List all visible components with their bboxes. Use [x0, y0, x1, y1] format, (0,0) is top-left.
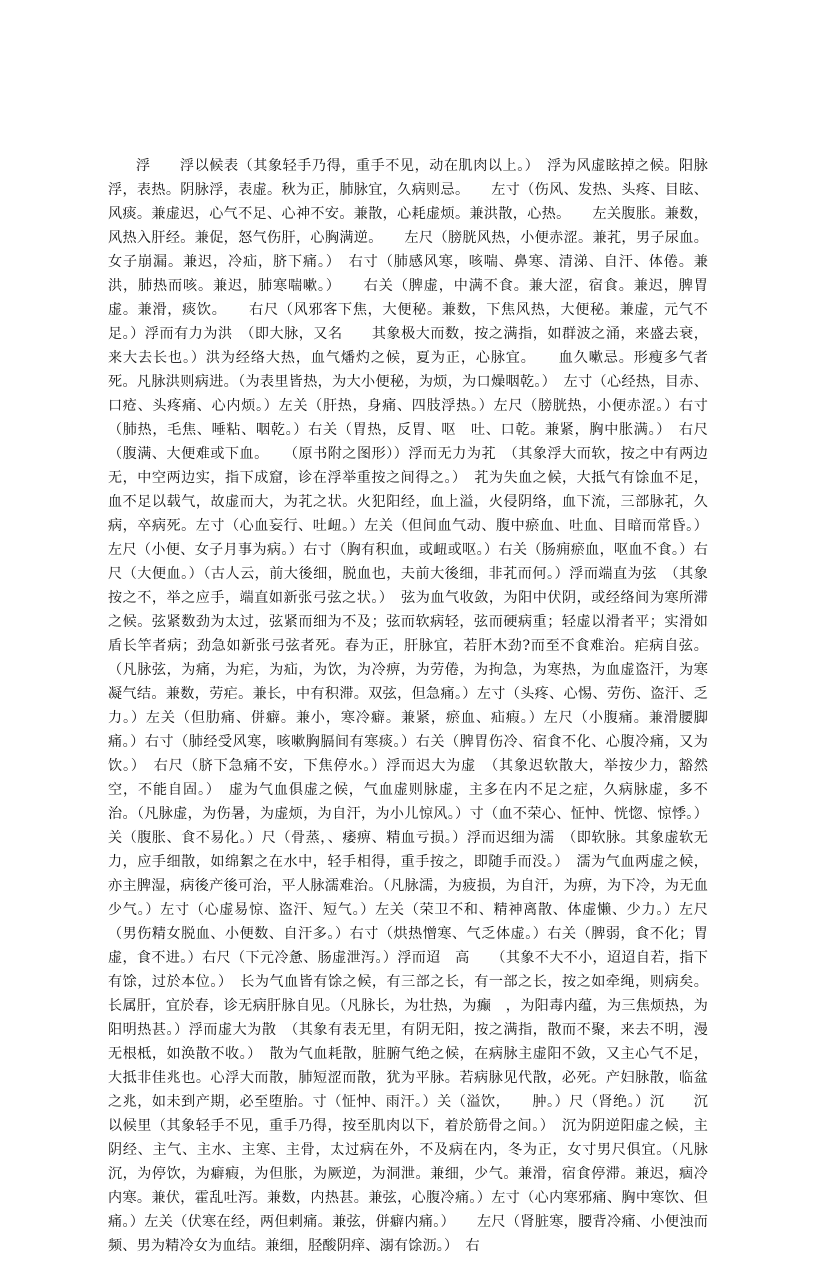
body-paragraph: 浮 浮以候表（其象轻手乃得，重手不见，动在肌肉以上。） 浮为风虚眩掉之候。阳脉浮，表热。阴脉浮，表虚。秋为正，肺脉宜，久病则忌。 左寸（伤风、发热、头疼、目眩、风痰。兼虚迟，心气不足、心神不安。兼散，心耗虚烦。兼洪散，心热。 左关腹胀。兼数，风热入肝经。兼促，怒气伤肝，心胸满逆。 左尺（膀胱风热，小便赤涩。兼芤，男子尿血。女子崩漏。兼迟，冷疝，脐下痛。） 右寸（肺感风寒，咳喘、鼻寒、清涕、自汗、体倦。兼洪，肺热而咳。兼迟，肺寒喘嗽。） 右关（脾虚，中满不食。兼大涩，宿食。兼迟，脾胃虚。兼滑，痰饮。 右尺（风邪客下焦，大便秘。兼数，下焦风热，大便秘。兼虚，元气不足。）浮而有力为洪 （即大脉，又名 其象极大而数，按之满指，如群波之涌，来盛去衰，来大去长也。）洪为经络大热，血气燔灼之候，夏为正，心脉宜。 血久嗽忌。形瘦多气者死。凡脉洪则病进。（为表里皆热，为大小便秘，为烦，为口燥咽乾。） 左寸（心经热，目赤、口疮、头疼痛、心内烦。）左关（肝热，身痛、四肢浮热。）左尺（膀胱热，小便赤涩。）右寸（肺热，毛焦、唾粘、咽乾。）右关（胃热，反胃、呕 吐、口乾。兼紧，胸中胀满。） 右尺（腹满、大便难或下血。 （原书附之图形））浮而无力为芤 （其象浮大而软，按之中有两边无，中空两边实，指下成窟，诊在浮举重按之间得之。） 芤为失血之候，大抵气有馀血不足，血不足以载气，故虚而大，为芤之状。火犯阳经，血上溢，火侵阴络，血下流，三部脉芤，久病，卒病死。左寸（心血妄行、吐衄。）左关（但间血气动、腹中瘀血、吐血、目暗而常昏。）左尺（小便、女子月事为病。）右寸（胸有积血，或衄或呕。）右关（肠痈瘀血，呕血不食。）右尺（大便血。）（古人云，前大後细，脱血也，夫前大後细，非芤而何。）浮而端直为弦 （其象按之不，举之应手，端直如新张弓弦之状。） 弦为血气收敛，为阳中伏阴，或经络间为寒所滞之候。弦紧数劲为太过，弦紧而细为不及；弦而软病轻，弦而硬病重；轻虚以滑者平；实滑如盾长竿者病；劲急如新张弓弦者死。春为正，肝脉宜，若肝木劲?而至不食难治。疟病自弦。（凡脉弦，为痛，为疟，为疝，为饮，为冷痹，为劳倦，为拘急，为寒热，为血虚盗汗，为寒凝气结。兼数，劳疟。兼长，中有积滞。双弦，但急痛。）左寸（头疼、心惕、劳伤、盗汗、乏力。）左关（但肋痛、併癖。兼小，寒冷癖。兼紧，瘀血、疝瘕。）左尺（小腹痛。兼滑腰脚痛。）右寸（肺经受风寒，咳嗽胸膈间有寒痰。）右关（脾胃伤冷、宿食不化、心腹冷痛，又为饮。） 右尺（脐下急痛不安，下焦停水。）浮而迟大为虚 （其象迟软散大，举按少力，豁然空，不能自固。） 虚为气血俱虚之候，气血虚则脉虚，主多在内不足之症，久病脉虚，多不治。（凡脉虚，为伤暑，为虚烦，为自汗，为小儿惊风。）寸（血不荣心、怔忡、恍惚、惊悸。）关（腹胀、食不易化。）尺（骨蒸，、痿痹、精血亏损。）浮而迟细为濡 （即软脉。其象虚软无力，应手细散，如绵絮之在水中，轻手相得，重手按之，即随手而没。） 濡为气血两虚之候，亦主脾湿，病後产後可治，平人脉濡难治。（凡脉濡，为疲损，为自汗，为痹，为下冷，为无血少气。）左寸（心虚易惊、盗汗、短气。）左关（荣卫不和、精神离散、体虚懒、少力。）左尺（男伤精女脱血、小便数、自汗多。）右寸（烘热憎寒、气乏体虚。）右关（脾弱，食不化；胃虚，食不进。）右尺（下元冷惫、肠虚泄泻。）浮而迢 高 （其象不大不小，迢迢自若，指下有馀，过於本位。） 长为气血皆有馀之候，有三部之长，有一部之长，按之如牵绳，则病矣。长属肝，宜於春，诊无病肝脉自见。（凡脉长，为壮热，为癫 ，为阳毒内蕴，为三焦烦热，为阳明热甚。）浮而虚大为散 （其象有表无里，有阴无阳，按之满指，散而不聚，来去不明，漫无根柢，如涣散不收。） 散为气血耗散，脏腑气绝之候，在病脉主虚阳不敛，又主心气不足，大抵非佳兆也。心浮大而散，肺短涩而散，犹为平脉。若病脉见代散，必死。产妇脉散，临盆之兆，如未到产期，必至堕胎。寸（怔忡、雨汗。）关（溢饮， 肿。）尺（肾绝。）沉 沉以候里（其象轻手不见，重手乃得，按至肌肉以下，着於筋骨之间。） 沉为阴逆阳虚之候，主阴经、主气、主水、主寒、主骨，太过病在外，不及病在内，冬为正，女寸男尺俱宜。（凡脉沉，为停饮，为癖瘕，为但胀，为厥逆，为洞泄。兼细，少气。兼滑，宿食停滞。兼迟，痼冷内寒。兼伏，霍乱吐泻。兼数，内热甚。兼弦，心腹冷痛。）左寸（心内寒邪痛、胸中寒饮、但痛。）左关（伏寒在经，两但剌痛。兼弦，併癖内痛。） 左尺（肾脏寒，腰背冷痛、小便浊而频、男为精冷女为血结。兼细，胫酸阴痒、溺有馀沥。） 右 [108, 158, 708, 1254]
document-page [108, 106, 708, 1282]
